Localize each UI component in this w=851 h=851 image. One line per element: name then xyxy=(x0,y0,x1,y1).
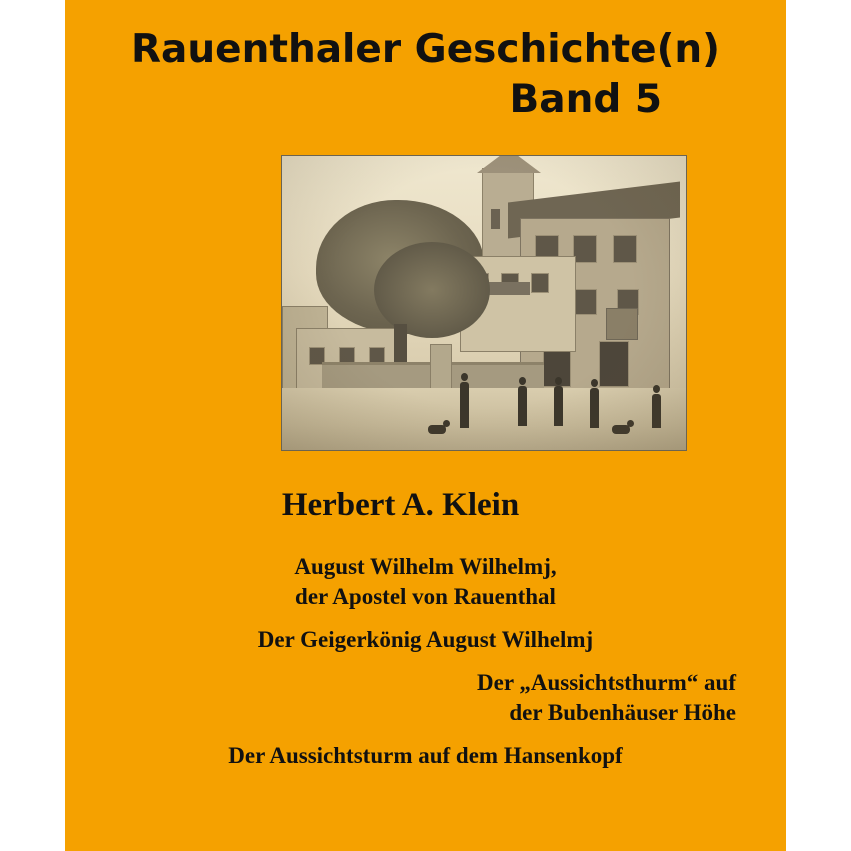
title-block xyxy=(65,26,786,126)
subtitle-list xyxy=(65,552,786,784)
figure-person xyxy=(460,382,469,428)
list-item: Der „Aussichtsthurm“ auf der Bubenhäuser Höhe xyxy=(477,670,736,725)
list-item: Der Geigerkönig August Wilhelmj xyxy=(257,627,594,652)
page-title: Rauenthaler Geschichte(n) xyxy=(131,27,720,72)
figure-person xyxy=(518,386,527,426)
page-subtitle-volume: Band 5 xyxy=(509,77,662,122)
figure-dog xyxy=(612,425,630,434)
tree-foliage xyxy=(374,242,490,338)
notice-board xyxy=(606,308,638,340)
figure-person xyxy=(554,386,563,426)
cover-photo xyxy=(281,155,687,451)
figure-person xyxy=(590,388,599,428)
figure-person xyxy=(652,394,661,428)
author-name: Herbert A. Klein xyxy=(281,487,520,523)
list-item: August Wilhelm Wilhelmj, der Apostel von Rauenthal xyxy=(294,554,557,609)
list-item: Der Aussichtsturm auf dem Hansenkopf xyxy=(228,743,623,768)
street-ground xyxy=(282,388,686,450)
book-cover xyxy=(65,0,786,851)
figure-dog xyxy=(428,425,446,434)
photo-image xyxy=(282,156,686,450)
